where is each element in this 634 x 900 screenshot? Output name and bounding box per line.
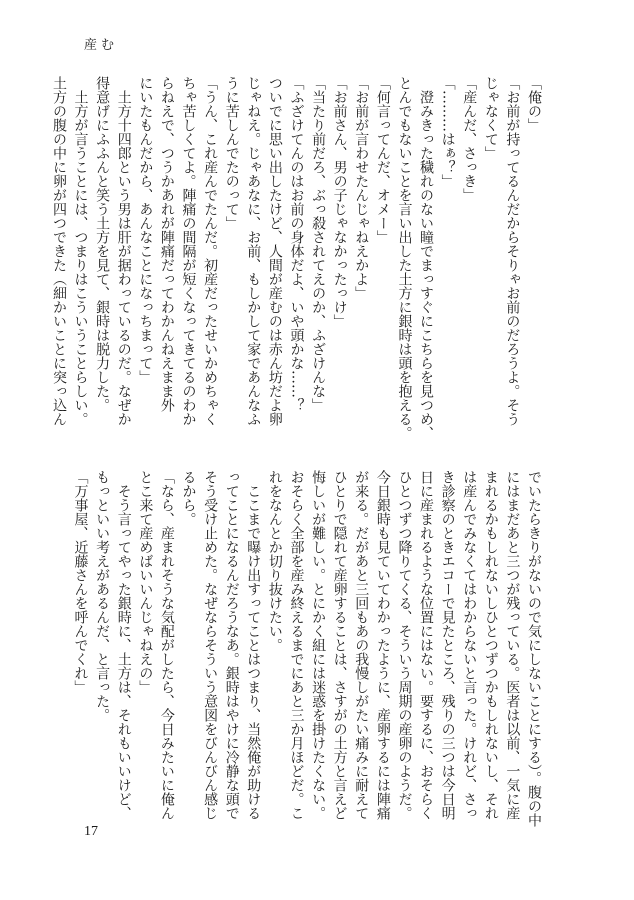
text-line: 「産んだ、さっき」 [461, 76, 478, 202]
text-line: 土方が言うことには、つまりはこういうことらしい。 [72, 76, 89, 426]
text-line: おそらく全部を産み終えるまでにあと三か月ほどだ。こ [288, 470, 305, 820]
text-line: き診察のときエコーで見たところ、残りの三つは今日明 [439, 470, 456, 820]
text-line: 「………はぁ？」 [439, 76, 456, 188]
text-line: まれるかもしれないしひとつずつかもしれないし、それ [482, 470, 499, 820]
text-line: にはまだあと三つが残っている。医者は以前、一気に産 [504, 470, 521, 820]
text-line: じゃねえ。じゃあなに、お前、もしかして家であんなふ [245, 76, 262, 426]
text-line: 日に産まれるような位置にはない。要するに、おそらく [418, 470, 435, 820]
text-line: にいたもんだから、あんなことになっちまって」 [137, 76, 154, 384]
text-line: らねえで、つうかあれが陣痛だってわかんねえまま外 [158, 76, 175, 412]
text-line: れをなんとか切り抜けたい。 [266, 470, 283, 652]
text-line: ちゃ苦しくてよ。陣痛の間隔が短くなってきてるのわか [180, 76, 197, 426]
text-line: 「何言ってんだ、オメー」 [374, 76, 391, 244]
text-line: ひとつずつ降りてくる、そういう周期の産卵のようだ。 [396, 470, 413, 820]
text-line: 土方十四郎という男は肝が据わっているのだ。なぜか [115, 76, 132, 426]
text-line: とんでもないことを言い出した土方に銀時は頭を抱える。 [396, 76, 413, 440]
text-line: 「万事屋、近藤さんを呼んでくれ」 [72, 470, 89, 694]
text-line: ここまで曝け出すってことはつまり、当然俺が助ける [245, 470, 262, 820]
text-line: 「ふざけてんのはお前の身体だよ、いや頭かな……？ [288, 76, 305, 412]
text-line: ひとりで隠れて産卵することは、さすがの土方と言えど [331, 470, 348, 820]
text-line: ついでに思い出したけど、人間が産むのは赤ん坊だよ卵 [266, 76, 283, 426]
text-line: 澄みきった穢れのない瞳でまっすぐにこちらを見つめ、 [418, 76, 435, 440]
text-line: そう言ってやった銀時に、土方は、それもいいけど、 [115, 470, 132, 820]
text-line: 「うん、これ産んでたんだ。初産だったせいかめちゃく [202, 76, 219, 426]
text-line: 「お前が持ってるんだからそりゃお前のだろうよ。そう [504, 76, 521, 426]
text-column-top [50, 76, 544, 440]
running-head-title: 産む [84, 38, 119, 53]
text-line: 「お前が言わせたんじゃねえかよ」 [353, 76, 370, 300]
text-line: 土方の腹の中に卵が四つできた（細かいことに突っ込ん [50, 76, 67, 426]
text-line: 「お前さん、男の子じゃなかったっけ」 [331, 76, 348, 328]
text-line: ってことになるんだろうなあ。銀時はやけに冷静な頭で [223, 470, 240, 820]
text-line: 今日銀時も見ていてわかったように、産卵するには陣痛 [374, 470, 391, 820]
text-line: とこ来て産めばいいんじゃねえの」 [137, 470, 154, 694]
text-line: 得意げにふふんと笑う土方を見て、銀時は脱力した。 [94, 76, 111, 412]
text-line: 「なら、産まれそうな気配がしたら、今日みたいに俺ん [158, 470, 175, 820]
text-line: は産んでみなくてはわからないと言った。けれど、さっ [461, 470, 478, 820]
text-line: じゃなくて」 [482, 76, 499, 160]
text-line: が来る。だがあと三回もあの我慢しがたい痛みに耐えて [353, 470, 370, 820]
text-line: 悔しいが難しい。とにかく組には迷惑を掛けたくない。 [310, 470, 327, 820]
text-line: そう受け止めた。なぜならそういう意図をびんびん感じ [202, 470, 219, 820]
page-number: 17 [84, 824, 98, 839]
text-line: 「当たり前だろ、ぶっ殺されてえのか、ふざけんな」 [310, 76, 327, 412]
text-line: うに苦しんでたのって」 [223, 76, 240, 230]
text-column-bottom [72, 470, 544, 827]
text-line: るから。 [180, 470, 197, 526]
text-line: 「俺の」 [526, 76, 542, 132]
text-line: でいたらきりがないので気にしないことにする）。腹の中 [526, 470, 542, 827]
text-line: もっといい考えがあるんだ、と言った。 [94, 470, 111, 722]
